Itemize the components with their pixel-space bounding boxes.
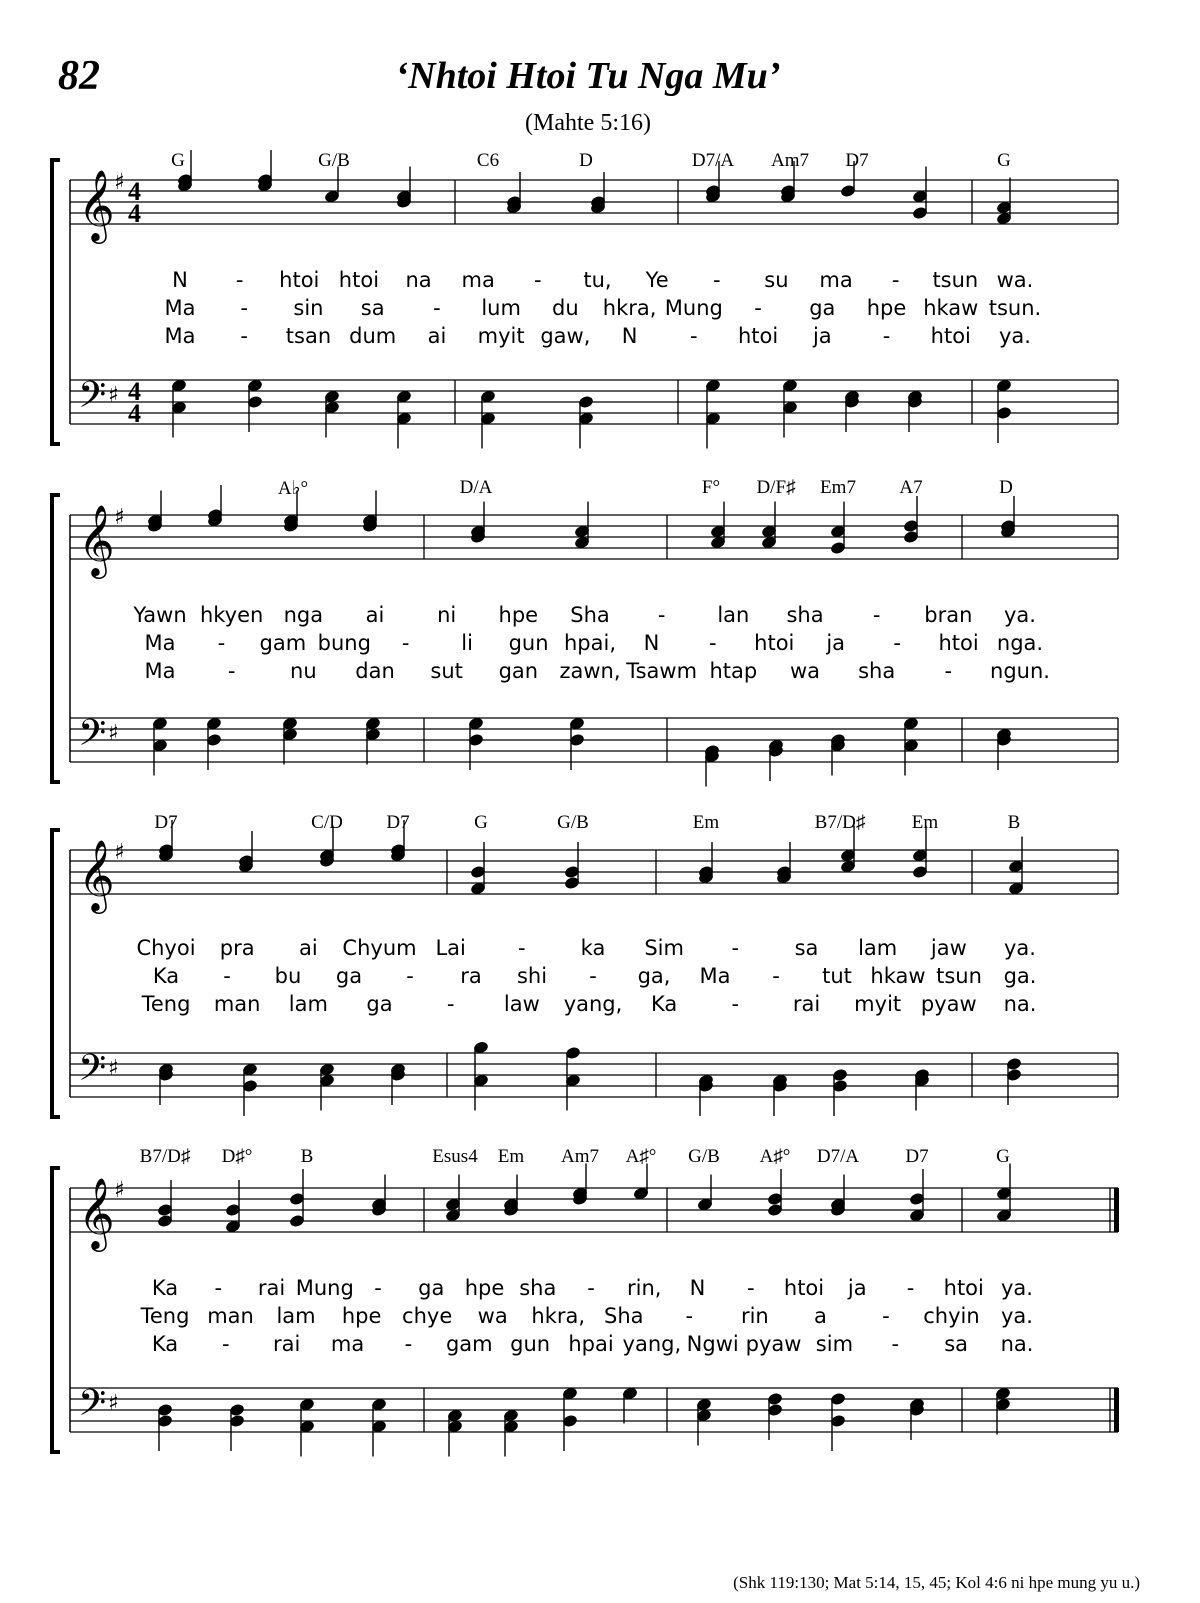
chord-symbol: D/F♯ [756,477,796,498]
lyric-syllable: rai [792,992,821,1016]
lyric-syllable: lam [276,1304,316,1328]
treble-clef-icon: 𝄞 [78,168,115,241]
lyric-syllable: Ka [651,992,678,1016]
lyric-syllable: Mung [664,296,723,320]
lyric-syllable: ga [335,964,363,988]
lyric-syllable: - [217,631,226,655]
lyric-syllable: sim [815,1332,854,1356]
bass-clef-icon: 𝄢 [78,712,107,763]
lyric-syllable: N [621,324,638,348]
chord-symbol: D7 [905,1146,929,1167]
lyric-syllable: pyaw [745,1332,802,1356]
chord-symbol: C/D [311,812,343,833]
lyric-syllable: sha [786,603,824,627]
chord-symbol: G [997,150,1011,171]
lyric-syllable: wa [477,1304,508,1328]
time-signature-digit: 4 [128,399,141,428]
lyric-syllable: Tsawm [626,659,698,683]
lyric-syllable: - [214,1276,223,1300]
lyric-syllable: li [461,631,473,655]
key-signature-sharp-icon: ♯ [114,840,125,865]
treble-clef-icon: 𝄞 [78,838,115,911]
lyric-syllable: pra [219,936,255,960]
lyric-syllable: rai [273,1332,301,1356]
lyric-syllable: ma [819,268,853,292]
lyric-syllable: - [518,936,526,960]
lyric-syllable: - [746,1276,755,1300]
chord-symbol: Em [497,1146,525,1167]
chord-symbol: G/B [688,1146,720,1167]
lyric-syllable: du [552,296,579,320]
lyric-syllable: Ma [164,324,196,348]
lyric-syllable: wa [789,659,821,683]
lyric-syllable: hkra, [531,1304,586,1328]
lyric-syllable: ga [366,992,393,1016]
lyric-syllable: htoi [737,324,779,348]
lyric-syllable: wa. [996,268,1034,292]
lyric-syllable: hpe [341,1304,382,1328]
chord-symbol: G [996,1146,1010,1167]
lyric-syllable: na. [1003,992,1037,1016]
lyric-syllable: myit [854,992,902,1016]
lyric-syllable: htoi [754,631,795,655]
system-bracket [52,830,60,1117]
chord-symbol: D7/A [816,1146,860,1167]
chord-symbol: Esus4 [432,1146,478,1167]
lyric-syllable: Teng [141,992,191,1016]
lyric-syllable: - [589,964,597,988]
treble-clef-icon: 𝄞 [78,1176,115,1249]
lyric-syllable: - [446,992,455,1016]
chord-symbol: D7 [386,812,410,833]
lyric-syllable: nga. [996,631,1044,655]
lyric-syllable: ai [365,603,385,627]
lyric-syllable: - [240,296,249,320]
lyric-syllable: chye [402,1304,453,1328]
lyric-syllable: - [240,324,249,348]
key-signature-sharp-icon: ♯ [108,721,119,746]
lyric-syllable: pyaw [920,992,977,1016]
lyric-syllable: sin [293,296,324,320]
lyric-syllable: ka [580,936,606,960]
lyric-syllable: tu, [583,268,612,292]
lyric-syllable: gun [510,1332,551,1356]
lyric-syllable: hpai, [563,631,617,655]
time-signature-digit: 4 [128,377,141,406]
lyric-syllable: gan [498,659,539,683]
lyric-syllable: ya. [999,324,1031,348]
lyric-syllable: - [433,296,441,320]
lyric-syllable: hkaw [870,964,926,988]
lyric-syllable: Lai [435,936,466,960]
chord-symbol: B7/D♯ [814,812,866,833]
lyric-syllable: htoi [783,1276,825,1300]
key-signature-sharp-icon: ♯ [108,1056,119,1081]
lyric-syllable: - [891,1332,900,1356]
lyric-syllable: Ka [151,1332,179,1356]
lyric-syllable: tsan [285,324,332,348]
key-signature-sharp-icon: ♯ [108,383,119,408]
lyric-syllable: dan [355,659,395,683]
hymn-number: 82 [58,53,100,99]
lyric-syllable: htoi [930,324,971,348]
lyric-syllable: sha [519,1276,557,1300]
lyric-syllable: gaw, [540,324,591,348]
chord-symbol: D [579,150,593,171]
scripture-reference: (Mahte 5:16) [525,110,651,136]
lyric-syllable: - [882,1304,890,1328]
lyric-syllable: bu [274,964,302,988]
lyric-syllable: - [731,936,740,960]
lyric-syllable: ya. [1001,1304,1033,1328]
key-signature-sharp-icon: ♯ [114,170,125,195]
lyric-syllable: - [404,1332,413,1356]
lyric-syllable: sa [794,936,819,960]
lyric-syllable: Ma [699,964,731,988]
lyric-syllable: ga [809,296,836,320]
chord-symbol: C6 [476,150,500,171]
lyric-syllable: Mung [295,1276,354,1300]
lyric-syllable: Ma [144,631,176,655]
lyric-syllable: na. [1000,1332,1034,1356]
system-bracket [52,1168,60,1452]
footnote-references: (Shk 119:130; Mat 5:14, 15, 45; Kol 4:6 ni hpe mung yu u.) [733,1573,1140,1592]
chord-symbol: A♯° [759,1146,791,1167]
lyric-syllable: - [374,1276,382,1300]
lyric-syllable: - [587,1276,595,1300]
chord-symbol: A♭° [277,478,309,499]
lyric-syllable: rin [740,1304,769,1328]
lyric-syllable: gun [508,631,549,655]
lyric-syllable: htoi [279,268,320,292]
lyric-syllable: hpai [568,1332,614,1356]
lyric-syllable: ai [427,324,447,348]
chord-symbol: Em7 [820,477,856,498]
lyric-syllable: Sha [570,603,610,627]
lyric-syllable: nu [290,659,317,683]
lyric-syllable: ra [460,964,482,988]
lyric-syllable: ma [330,1332,365,1356]
lyric-syllable: bung [317,631,371,655]
treble-clef-icon: 𝄞 [78,503,115,576]
lyric-syllable: gam [259,631,307,655]
lyric-syllable: man [213,992,261,1016]
lyric-syllable: - [893,631,901,655]
chord-symbol: D7 [845,150,869,171]
lyric-syllable: N [172,268,188,292]
lyric-syllable: ya. [1004,936,1036,960]
chord-symbol: G/B [318,150,350,171]
lyric-syllable: man [207,1304,254,1328]
key-signature-sharp-icon: ♯ [114,505,125,530]
lyric-syllable: Yawn [133,603,187,627]
lyric-syllable: htoi [338,268,380,292]
bass-clef-icon: 𝄢 [78,1382,107,1433]
lyric-syllable: - [906,1276,915,1300]
chord-symbol: Em [911,812,939,833]
final-barline-thick [1114,1388,1119,1432]
lyric-syllable: - [690,324,698,348]
lyric-syllable: ngun. [990,659,1050,683]
lyric-syllable: sut [430,659,463,683]
lyric-syllable: ya. [1004,603,1036,627]
lyric-syllable: htoi [943,1276,984,1300]
lyric-syllable: - [223,964,231,988]
lyric-syllable: - [657,603,666,627]
lyric-syllable: rai [257,1276,286,1300]
lyric-syllable: Ngwi [686,1332,739,1356]
lyric-syllable: shi [516,964,548,988]
lyric-syllable: ja [812,324,832,348]
chord-symbol: G/B [557,812,589,833]
lyric-syllable: htoi [938,631,979,655]
lyric-syllable: - [772,964,780,988]
lyric-syllable: Ka [152,964,180,988]
lyric-syllable: Ma [164,296,196,320]
lyric-syllable: htap [709,659,758,683]
lyric-syllable: - [754,296,762,320]
lyric-syllable: yang, [563,992,623,1016]
lyric-syllable: gam [445,1332,493,1356]
lyric-syllable: N [643,631,660,655]
lyric-syllable: hpe [866,296,907,320]
lyric-syllable: dum [349,324,397,348]
lyric-syllable: ya. [1001,1276,1033,1300]
lyric-syllable: - [227,659,236,683]
lyric-syllable: - [709,631,717,655]
lyric-syllable: chyin [923,1304,980,1328]
lyric-syllable: - [872,603,881,627]
lyric-syllable: sa [360,296,385,320]
lyric-syllable: lan [717,603,750,627]
final-barline-thick [1114,1188,1119,1232]
lyric-syllable: - [406,964,414,988]
lyric-syllable: ga. [1003,964,1037,988]
time-signature-digit: 4 [128,177,141,206]
lyric-syllable: zawn, [559,659,621,683]
lyric-syllable: - [882,324,891,348]
lyric-syllable: Chyoi [136,936,196,960]
lyric-syllable: - [944,659,953,683]
lyric-syllable: law [503,992,540,1016]
lyric-syllable: Teng [140,1304,190,1328]
hymn-title: ‘Nhtoi Htoi Tu Nga Mu’ [395,55,781,97]
lyric-syllable: - [222,1332,230,1356]
lyric-syllable: hkra, [602,296,657,320]
lyric-syllable: jaw [930,936,967,960]
chord-symbol: G [474,812,488,833]
lyric-syllable: Ka [151,1276,179,1300]
lyric-syllable: sa [944,1332,969,1356]
lyric-syllable: hpe [498,603,539,627]
lyric-syllable: - [401,631,410,655]
lyric-syllable: a [813,1304,827,1328]
lyric-syllable: ja [847,1276,867,1300]
chord-symbol: B7/D♯ [139,1146,191,1167]
bass-clef-icon: 𝄢 [78,374,107,425]
lyric-syllable: su [764,268,789,292]
lyric-syllable: sha [858,659,896,683]
lyric-syllable: ma [461,268,495,292]
chord-symbol: D [999,477,1013,498]
time-signature-digit: 4 [128,199,141,228]
chord-symbol: Am7 [771,150,809,171]
lyric-syllable: Ma [144,659,176,683]
key-signature-sharp-icon: ♯ [114,1178,125,1203]
chord-symbol: D7 [154,812,178,833]
lyric-syllable: rin, [627,1276,662,1300]
lyric-syllable: - [891,268,900,292]
system-bracket [52,160,60,444]
chord-symbol: F° [701,477,721,498]
lyric-syllable: lam [858,936,898,960]
lyric-syllable: hpe [464,1276,505,1300]
chord-symbol: D7/A [691,150,735,171]
lyric-syllable: N [689,1276,706,1300]
chord-symbol: G [171,150,185,171]
lyric-syllable: Sha [604,1304,644,1328]
lyric-syllable: ga, [637,964,671,988]
lyric-syllable: hkaw [923,296,979,320]
key-signature-sharp-icon: ♯ [108,1391,119,1416]
chord-symbol: A♯° [625,1146,657,1167]
lyric-syllable: hkyen [199,603,264,627]
lyric-syllable: - [235,268,244,292]
bass-clef-icon: 𝄢 [78,1047,107,1098]
lyric-syllable: yang, [622,1332,682,1356]
lyric-syllable: tut [822,964,852,988]
lyric-syllable: tsun [932,268,979,292]
lyric-syllable: - [712,268,721,292]
chord-symbol: Am7 [561,1146,599,1167]
lyric-syllable: ai [298,936,318,960]
chord-symbol: D/A [459,477,493,498]
lyric-syllable: - [534,268,542,292]
chord-symbol: B [1007,812,1021,833]
chord-symbol: A7 [899,477,923,498]
lyric-syllable: nga [283,603,324,627]
chord-symbol: B [300,1146,314,1167]
lyric-syllable: Ye [645,268,669,292]
lyric-syllable: - [731,992,740,1016]
lyric-syllable: bran [924,603,973,627]
lyric-syllable: ni [437,603,457,627]
lyric-syllable: - [685,1304,694,1328]
chord-symbol: D♯° [221,1146,253,1167]
lyric-syllable: Chyum [342,936,417,960]
lyric-syllable: tsun. [988,296,1042,320]
lyric-syllable: tsun [936,964,982,988]
lyric-syllable: Sim [644,936,684,960]
lyric-syllable: lum [481,296,521,320]
lyric-syllable: na [405,268,432,292]
lyric-syllable: ga [418,1276,445,1300]
lyric-syllable: ja [826,631,846,655]
chord-symbol: Em [692,812,720,833]
lyric-syllable: lam [288,992,328,1016]
system-bracket [52,495,60,782]
lyric-syllable: myit [477,324,525,348]
